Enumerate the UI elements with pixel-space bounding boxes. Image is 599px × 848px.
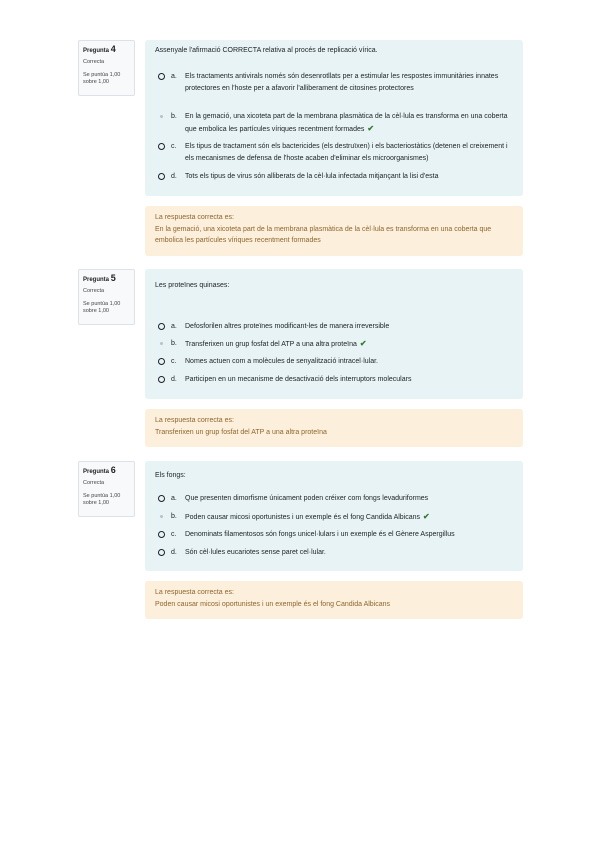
question-number <box>83 44 130 56</box>
radio-button[interactable] <box>158 358 165 365</box>
answer-option-c[interactable] <box>158 356 515 368</box>
answer-option-d[interactable] <box>158 374 515 386</box>
option-text: En la gemació, una xicoteta part de la membrana plasmàtica de la cèl·lula es transforma en una coberta que embolica les partícules víriques recentment formades <box>185 113 508 133</box>
option-text: Són cèl·lules eucariotes sense paret cel·lular. <box>185 549 326 556</box>
option-text: Poden causar micosi oportunistes i un exemple és el fong Candida Albicans <box>185 514 421 521</box>
question-state: Correcta <box>83 480 105 486</box>
selected-radio[interactable] <box>158 340 165 347</box>
answer-option-a[interactable] <box>158 71 515 94</box>
question-grade: Se puntúa 1,00 sobre 1,00 <box>83 493 121 506</box>
option-text-wrap <box>185 111 515 135</box>
option-letter: b. <box>171 513 177 520</box>
question-state: Correcta <box>83 59 105 65</box>
question-number <box>83 465 130 477</box>
answer-option-a[interactable] <box>158 493 515 505</box>
question-content-4 <box>145 40 523 196</box>
feedback-box-5 <box>145 409 523 447</box>
option-text-wrap <box>185 511 515 524</box>
question-info-6 <box>78 461 135 517</box>
question-content-6 <box>145 461 523 571</box>
question-info-4 <box>78 40 135 96</box>
question-number <box>83 273 130 285</box>
question-label: Pregunta <box>83 277 110 283</box>
check-icon: ✔ <box>367 123 375 133</box>
answer-option-b[interactable] <box>158 511 515 524</box>
radio-button[interactable] <box>158 495 165 502</box>
answer-option-b[interactable] <box>158 111 515 135</box>
feedback-title: La respuesta correcta es: <box>155 214 234 221</box>
question-num: 4 <box>110 44 116 54</box>
radio-button[interactable] <box>158 73 165 80</box>
question-num: 5 <box>110 273 116 283</box>
answer-option-a[interactable] <box>158 321 515 333</box>
radio-button[interactable] <box>158 376 165 383</box>
answer-option-c[interactable] <box>158 141 515 164</box>
option-letter: b. <box>171 113 177 120</box>
radio-button[interactable] <box>158 531 165 538</box>
question-label: Pregunta <box>83 469 110 475</box>
answer-option-d[interactable] <box>158 171 515 183</box>
question-grade: Se puntúa 1,00 sobre 1,00 <box>83 301 121 314</box>
question-info-5 <box>78 269 135 325</box>
radio-button[interactable] <box>158 173 165 180</box>
question-content-5 <box>145 269 523 399</box>
option-text: Denominats filamentosos són fongs unicel·lulars i un exemple és el Gènere Aspergillus <box>185 531 455 538</box>
option-letter: a. <box>171 495 177 502</box>
option-text-wrap <box>185 338 515 351</box>
radio-button[interactable] <box>158 323 165 330</box>
check-icon: ✔ <box>359 339 367 348</box>
question-text: Les proteïnes quinases: <box>155 282 230 289</box>
feedback-title: La respuesta correcta es: <box>155 589 234 596</box>
feedback-text: Transferixen un grup fosfat del ATP a una altra proteïna <box>155 428 327 436</box>
radio-button[interactable] <box>158 549 165 556</box>
option-letter: c. <box>171 143 177 150</box>
option-letter: d. <box>171 173 177 180</box>
option-text: Nomes actuen com a molècules de senyalització intracel·lular. <box>185 358 378 365</box>
radio-button[interactable] <box>158 143 165 150</box>
feedback-box-4 <box>145 206 523 256</box>
option-text: Els tractaments antivirals només són desenrotllats per a estimular les respostes immunitàries innates protectores en l'hoste per a afavorir l'alliberament de citosines protectores <box>185 73 499 92</box>
question-label: Pregunta <box>83 48 110 54</box>
answer-option-b[interactable] <box>158 338 515 351</box>
option-letter: a. <box>171 323 177 330</box>
option-text: Participen en un mecanisme de desactivació dels interruptors moleculars <box>185 376 412 383</box>
option-text: Que presenten dimorfisme únicament poden créixer com fongs levaduriformes <box>185 495 429 502</box>
option-text: Defosforilen altres proteïnes modificant-les de manera irreversible <box>185 323 390 330</box>
option-text: Els tipus de tractament són els bactericides (els destruïxen) i els bacteriostàtics (detenen el creixement i els mecanismes de defensa de l'hoste acaben d'eliminar els microorganismes) <box>185 143 508 162</box>
feedback-box-6 <box>145 581 523 619</box>
check-icon: ✔ <box>423 512 430 521</box>
option-letter: d. <box>171 549 177 556</box>
option-letter: d. <box>171 376 177 383</box>
question-text: Assenyale l'afirmació CORRECTA relativa al procés de replicació vírica. <box>155 47 378 54</box>
question-state: Correcta <box>83 288 105 294</box>
option-letter: b. <box>171 340 177 347</box>
option-text: Tots els tipus de virus són alliberats de la cèl·lula infectada mitjançant la lisi d'esta <box>185 173 439 180</box>
question-grade: Se puntúa 1,00 sobre 1,00 <box>83 72 121 85</box>
question-num: 6 <box>110 465 116 475</box>
option-letter: a. <box>171 73 177 80</box>
answer-option-d[interactable] <box>158 547 515 559</box>
option-letter: c. <box>171 531 177 538</box>
option-letter: c. <box>171 358 177 365</box>
answer-option-c[interactable] <box>158 529 515 541</box>
feedback-text: En la gemació, una xicoteta part de la membrana plasmàtica de la cèl·lula es transforma en una coberta que embolica les partícules víriques recentment formades <box>155 225 492 244</box>
option-text: Transferixen un grup fosfat del ATP a una altra proteïna <box>185 341 357 348</box>
question-text: Els fongs: <box>155 472 186 479</box>
selected-radio[interactable] <box>158 113 165 120</box>
selected-radio[interactable] <box>158 513 165 520</box>
feedback-title: La respuesta correcta es: <box>155 417 234 424</box>
feedback-text: Poden causar micosi oportunistes i un exemple és el fong Candida Albicans <box>155 600 391 608</box>
